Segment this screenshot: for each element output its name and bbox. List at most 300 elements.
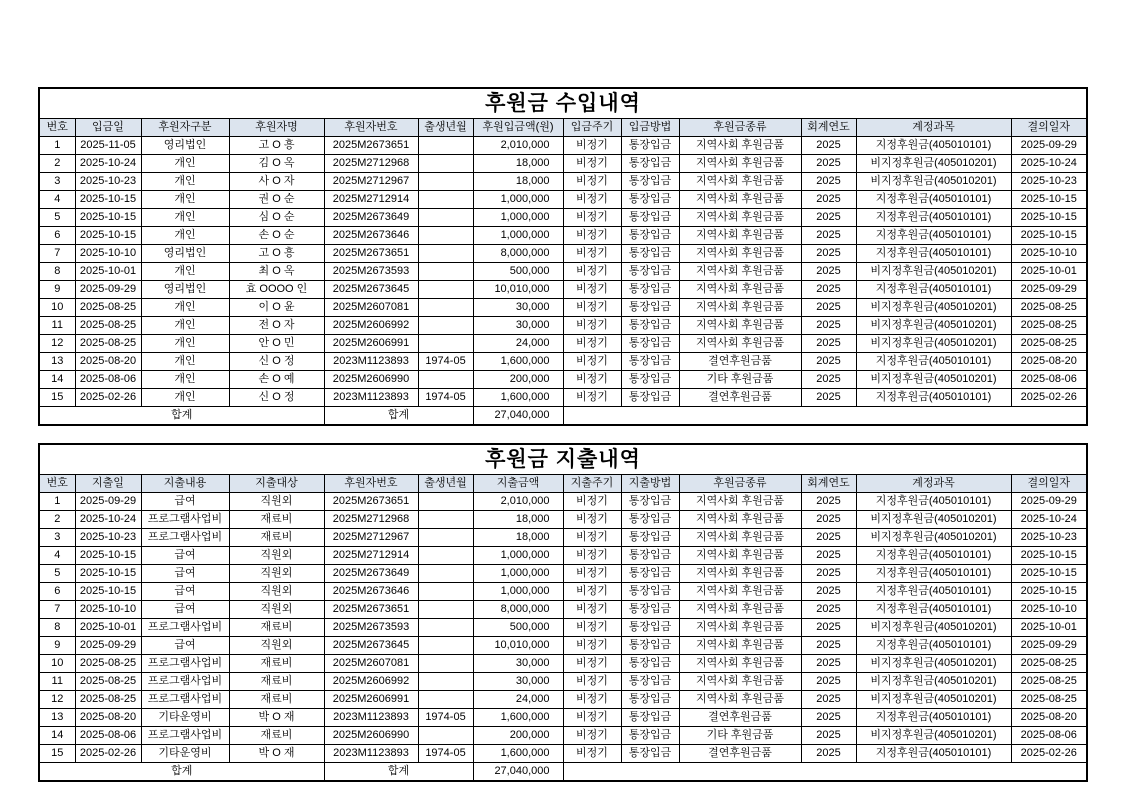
- expense_table-cell-r15-c9: 결연후원금품: [679, 745, 801, 763]
- expense_table-cell-r5-c4: 2025M2673649: [324, 565, 418, 583]
- income_table-cell-r15-c9: 결연후원금품: [679, 389, 801, 407]
- income_table-cell-r12-c10: 2025: [801, 335, 856, 353]
- expense_table-cell-r5-c11: 지정후원금(405010101): [856, 565, 1011, 583]
- income_table-cell-r3-c5: [418, 173, 473, 191]
- expense_table-cell-r6-c2: 급여: [141, 583, 229, 601]
- income_table-cell-r3-c2: 개인: [141, 173, 229, 191]
- income_table-cell-r15-c4: 2023M1123893: [324, 389, 418, 407]
- expense_table-cell-r5-c0: 5: [39, 565, 75, 583]
- expense_table-cell-r6-c10: 2025: [801, 583, 856, 601]
- income_table-cell-r9-c3: 효 OOOO 인: [229, 281, 324, 299]
- income_table-cell-r1-c0: 1: [39, 137, 75, 155]
- expense_table-row-15: [39, 745, 1087, 763]
- expense_table-cell-r5-c12: 2025-10-15: [1011, 565, 1087, 583]
- expense_table-cell-r2-c9: 지역사회 후원금품: [679, 511, 801, 529]
- expense_table-cell-r5-c3: 직원외: [229, 565, 324, 583]
- income_table-cell-r12-c6: 24,000: [473, 335, 563, 353]
- income_table-total-amount: 27,040,000: [473, 407, 563, 426]
- expense_table-cell-r5-c6: 1,000,000: [473, 565, 563, 583]
- income_table-cell-r10-c6: 30,000: [473, 299, 563, 317]
- expense_table-header-2: 지출내용: [141, 475, 229, 493]
- expense_table-cell-r11-c1: 2025-08-25: [75, 673, 141, 691]
- income_table-cell-r10-c3: 이 O 윤: [229, 299, 324, 317]
- income_table-cell-r6-c10: 2025: [801, 227, 856, 245]
- expense_table-cell-r11-c8: 통장입금: [621, 673, 679, 691]
- expense_table-header-4: 후원자번호: [324, 475, 418, 493]
- income_table-header-2: 후원자구분: [141, 119, 229, 137]
- expense_table-cell-r13-c9: 결연후원금품: [679, 709, 801, 727]
- expense_table-cell-r6-c12: 2025-10-15: [1011, 583, 1087, 601]
- expense_table-cell-r11-c12: 2025-08-25: [1011, 673, 1087, 691]
- expense_table-cell-r12-c2: 프로그램사업비: [141, 691, 229, 709]
- expense_table-cell-r6-c0: 6: [39, 583, 75, 601]
- expense_table-cell-r7-c2: 급여: [141, 601, 229, 619]
- expense_table-cell-r1-c11: 지정후원금(405010101): [856, 493, 1011, 511]
- income_table-header-3: 후원자명: [229, 119, 324, 137]
- income_table-cell-r7-c7: 비정기: [563, 245, 621, 263]
- income_table-cell-r12-c5: [418, 335, 473, 353]
- expense_table-cell-r2-c8: 통장입금: [621, 511, 679, 529]
- income_table-header-6: 후원입금액(원): [473, 119, 563, 137]
- income_table-header-row: [39, 119, 1087, 137]
- expense_table-cell-r11-c7: 비정기: [563, 673, 621, 691]
- income_table-cell-r2-c7: 비정기: [563, 155, 621, 173]
- expense_table-cell-r10-c1: 2025-08-25: [75, 655, 141, 673]
- income_table-cell-r8-c8: 통장입금: [621, 263, 679, 281]
- expense_table-cell-r6-c9: 지역사회 후원금품: [679, 583, 801, 601]
- expense_table-cell-r7-c7: 비정기: [563, 601, 621, 619]
- income_table-cell-r5-c10: 2025: [801, 209, 856, 227]
- income_table-cell-r2-c4: 2025M2712968: [324, 155, 418, 173]
- income_table-cell-r5-c6: 1,000,000: [473, 209, 563, 227]
- expense_table-cell-r3-c8: 통장입금: [621, 529, 679, 547]
- income_table-cell-r5-c1: 2025-10-15: [75, 209, 141, 227]
- income_table-cell-r3-c3: 사 O 자: [229, 173, 324, 191]
- expense_table-cell-r12-c0: 12: [39, 691, 75, 709]
- income_table-cell-r7-c12: 2025-10-10: [1011, 245, 1087, 263]
- income_table-cell-r9-c10: 2025: [801, 281, 856, 299]
- income_table-header-0: 번호: [39, 119, 75, 137]
- income_table-cell-r12-c3: 안 O 민: [229, 335, 324, 353]
- expense_table-cell-r13-c1: 2025-08-20: [75, 709, 141, 727]
- income_table-cell-r2-c5: [418, 155, 473, 173]
- expense_table-row-12: [39, 691, 1087, 709]
- expense_table-row-11: [39, 673, 1087, 691]
- income_table-cell-r6-c2: 개인: [141, 227, 229, 245]
- income_table-header-1: 입금일: [75, 119, 141, 137]
- income_table-cell-r4-c2: 개인: [141, 191, 229, 209]
- income_table-cell-r15-c10: 2025: [801, 389, 856, 407]
- income_table-cell-r11-c9: 지역사회 후원금품: [679, 317, 801, 335]
- income_table-cell-r1-c12: 2025-09-29: [1011, 137, 1087, 155]
- expense_table-row-3: [39, 529, 1087, 547]
- expense_table-cell-r6-c3: 직원외: [229, 583, 324, 601]
- expense_table-cell-r2-c4: 2025M2712968: [324, 511, 418, 529]
- income_table-cell-r6-c4: 2025M2673646: [324, 227, 418, 245]
- expense_table-cell-r1-c12: 2025-09-29: [1011, 493, 1087, 511]
- expense_table-cell-r4-c6: 1,000,000: [473, 547, 563, 565]
- income_table-cell-r11-c8: 통장입금: [621, 317, 679, 335]
- income_table-cell-r10-c10: 2025: [801, 299, 856, 317]
- expense_table-cell-r13-c3: 박 O 재: [229, 709, 324, 727]
- expense_table-cell-r15-c8: 통장입금: [621, 745, 679, 763]
- expense_table-cell-r5-c5: [418, 565, 473, 583]
- expense_table-cell-r5-c7: 비정기: [563, 565, 621, 583]
- expense_table-cell-r8-c11: 비지정후원금(405010201): [856, 619, 1011, 637]
- income_table-cell-r10-c2: 개인: [141, 299, 229, 317]
- income_table-cell-r6-c8: 통장입금: [621, 227, 679, 245]
- expense_table-cell-r14-c7: 비정기: [563, 727, 621, 745]
- income_table-cell-r13-c12: 2025-08-20: [1011, 353, 1087, 371]
- expense_table-cell-r12-c1: 2025-08-25: [75, 691, 141, 709]
- expense-table-title: 후원금 지출내역: [39, 444, 1087, 475]
- income_table-cell-r1-c2: 영리법인: [141, 137, 229, 155]
- expense_table-cell-r14-c1: 2025-08-06: [75, 727, 141, 745]
- income_table-cell-r13-c9: 결연후원금품: [679, 353, 801, 371]
- expense_table-cell-r8-c4: 2025M2673593: [324, 619, 418, 637]
- income_table-cell-r5-c8: 통장입금: [621, 209, 679, 227]
- expense_table-cell-r3-c1: 2025-10-23: [75, 529, 141, 547]
- income_table-cell-r4-c1: 2025-10-15: [75, 191, 141, 209]
- expense_table-header-12: 결의일자: [1011, 475, 1087, 493]
- income_table-row-14: [39, 371, 1087, 389]
- expense_table-cell-r9-c9: 지역사회 후원금품: [679, 637, 801, 655]
- income_table-cell-r15-c12: 2025-02-26: [1011, 389, 1087, 407]
- expense_table-cell-r13-c2: 기타운영비: [141, 709, 229, 727]
- expense_table-cell-r4-c9: 지역사회 후원금품: [679, 547, 801, 565]
- income_table-cell-r3-c1: 2025-10-23: [75, 173, 141, 191]
- expense_table-cell-r3-c0: 3: [39, 529, 75, 547]
- income_table-cell-r4-c6: 1,000,000: [473, 191, 563, 209]
- expense_table-cell-r5-c1: 2025-10-15: [75, 565, 141, 583]
- expense_table-total-row: [39, 763, 1087, 782]
- income_table-cell-r2-c12: 2025-10-24: [1011, 155, 1087, 173]
- income_table-cell-r1-c7: 비정기: [563, 137, 621, 155]
- expense_table-cell-r15-c2: 기타운영비: [141, 745, 229, 763]
- income_table-cell-r5-c3: 심 O 순: [229, 209, 324, 227]
- income_table-cell-r14-c10: 2025: [801, 371, 856, 389]
- expense_table-total-label-2: 합계: [324, 763, 473, 782]
- expense_table-cell-r1-c5: [418, 493, 473, 511]
- income_table-cell-r4-c9: 지역사회 후원금품: [679, 191, 801, 209]
- expense_table-cell-r10-c5: [418, 655, 473, 673]
- expense_table-cell-r7-c10: 2025: [801, 601, 856, 619]
- income_table-cell-r11-c10: 2025: [801, 317, 856, 335]
- expense_table-row-5: [39, 565, 1087, 583]
- income_table-cell-r11-c11: 비지정후원금(405010201): [856, 317, 1011, 335]
- expense_table-cell-r9-c1: 2025-09-29: [75, 637, 141, 655]
- income-table-title: 후원금 수입내역: [39, 88, 1087, 119]
- expense_table-cell-r8-c5: [418, 619, 473, 637]
- expense_table-cell-r13-c8: 통장입금: [621, 709, 679, 727]
- income_table-cell-r14-c7: 비정기: [563, 371, 621, 389]
- income_table-total-row: [39, 407, 1087, 426]
- income_table-row-2: [39, 155, 1087, 173]
- income_table-header-5: 출생년월: [418, 119, 473, 137]
- income_table-cell-r6-c12: 2025-10-15: [1011, 227, 1087, 245]
- expense_table-row-7: [39, 601, 1087, 619]
- expense_table-cell-r11-c11: 비지정후원금(405010201): [856, 673, 1011, 691]
- income_table-cell-r14-c6: 200,000: [473, 371, 563, 389]
- income_table-cell-r4-c0: 4: [39, 191, 75, 209]
- income_table-total-label-1: 합계: [39, 407, 324, 426]
- income_table-cell-r14-c11: 비지정후원금(405010201): [856, 371, 1011, 389]
- income_table-cell-r7-c5: [418, 245, 473, 263]
- income_table-cell-r8-c11: 비지정후원금(405010201): [856, 263, 1011, 281]
- income_table-cell-r3-c11: 비지정후원금(405010201): [856, 173, 1011, 191]
- income_table-cell-r7-c2: 영리법인: [141, 245, 229, 263]
- expense_table-cell-r14-c2: 프로그램사업비: [141, 727, 229, 745]
- expense_table-cell-r12-c3: 재료비: [229, 691, 324, 709]
- expense_table-cell-r1-c4: 2025M2673651: [324, 493, 418, 511]
- income_table-row-6: [39, 227, 1087, 245]
- expense_table-cell-r6-c4: 2025M2673646: [324, 583, 418, 601]
- income_table-cell-r4-c4: 2025M2712914: [324, 191, 418, 209]
- expense_table-row-2: [39, 511, 1087, 529]
- income_table-cell-r15-c3: 신 O 정: [229, 389, 324, 407]
- expense_table-cell-r10-c0: 10: [39, 655, 75, 673]
- income_table-cell-r1-c9: 지역사회 후원금품: [679, 137, 801, 155]
- income_table-total-blank: [563, 407, 1087, 426]
- expense_table-cell-r9-c3: 직원외: [229, 637, 324, 655]
- income_table-cell-r13-c4: 2023M1123893: [324, 353, 418, 371]
- income_table-cell-r2-c6: 18,000: [473, 155, 563, 173]
- income_table-cell-r1-c11: 지정후원금(405010101): [856, 137, 1011, 155]
- income_table-row-5: [39, 209, 1087, 227]
- expense_table-cell-r8-c3: 재료비: [229, 619, 324, 637]
- expense_table-cell-r7-c5: [418, 601, 473, 619]
- income_table-cell-r5-c2: 개인: [141, 209, 229, 227]
- expense_table-cell-r13-c7: 비정기: [563, 709, 621, 727]
- income_table-row-7: [39, 245, 1087, 263]
- income_table-cell-r14-c12: 2025-08-06: [1011, 371, 1087, 389]
- income_table-cell-r1-c1: 2025-11-05: [75, 137, 141, 155]
- expense_table-header-0: 번호: [39, 475, 75, 493]
- income_table-cell-r6-c3: 손 O 순: [229, 227, 324, 245]
- income_table-cell-r8-c9: 지역사회 후원금품: [679, 263, 801, 281]
- income_table-cell-r14-c2: 개인: [141, 371, 229, 389]
- income_table-cell-r10-c0: 10: [39, 299, 75, 317]
- expense_table-cell-r1-c6: 2,010,000: [473, 493, 563, 511]
- income_table-row-1: [39, 137, 1087, 155]
- income_table-cell-r13-c1: 2025-08-20: [75, 353, 141, 371]
- income_table-cell-r12-c11: 비지정후원금(405010201): [856, 335, 1011, 353]
- expense_table-cell-r1-c2: 급여: [141, 493, 229, 511]
- expense_table-cell-r9-c2: 급여: [141, 637, 229, 655]
- income_table-cell-r3-c10: 2025: [801, 173, 856, 191]
- expense_table-header-10: 회계연도: [801, 475, 856, 493]
- income_table-cell-r3-c7: 비정기: [563, 173, 621, 191]
- income_table-row-11: [39, 317, 1087, 335]
- income_table-cell-r9-c12: 2025-09-29: [1011, 281, 1087, 299]
- income_table-cell-r5-c12: 2025-10-15: [1011, 209, 1087, 227]
- expense_table-cell-r2-c3: 재료비: [229, 511, 324, 529]
- income_table-cell-r5-c4: 2025M2673649: [324, 209, 418, 227]
- income_table-cell-r12-c0: 12: [39, 335, 75, 353]
- income_table-cell-r7-c3: 고 O 흥: [229, 245, 324, 263]
- expense_table-cell-r12-c8: 통장입금: [621, 691, 679, 709]
- expense_table-cell-r11-c3: 재료비: [229, 673, 324, 691]
- income_table-cell-r5-c11: 지정후원금(405010101): [856, 209, 1011, 227]
- expense_table-cell-r8-c10: 2025: [801, 619, 856, 637]
- expense_table-cell-r14-c10: 2025: [801, 727, 856, 745]
- expense_table-cell-r6-c6: 1,000,000: [473, 583, 563, 601]
- expense_table-cell-r5-c2: 급여: [141, 565, 229, 583]
- income_table-cell-r6-c9: 지역사회 후원금품: [679, 227, 801, 245]
- income_table-cell-r2-c11: 비지정후원금(405010201): [856, 155, 1011, 173]
- income_table-row-13: [39, 353, 1087, 371]
- income_table-cell-r5-c5: [418, 209, 473, 227]
- income_table-cell-r2-c9: 지역사회 후원금품: [679, 155, 801, 173]
- income_table-cell-r3-c12: 2025-10-23: [1011, 173, 1087, 191]
- expense_table-cell-r3-c5: [418, 529, 473, 547]
- income_table-cell-r8-c0: 8: [39, 263, 75, 281]
- expense_table-cell-r2-c7: 비정기: [563, 511, 621, 529]
- expense_table-cell-r6-c7: 비정기: [563, 583, 621, 601]
- expense_table-cell-r14-c6: 200,000: [473, 727, 563, 745]
- income_table-cell-r14-c5: [418, 371, 473, 389]
- expense_table-row-6: [39, 583, 1087, 601]
- income_table-cell-r15-c7: 비정기: [563, 389, 621, 407]
- expense_table-cell-r1-c3: 직원외: [229, 493, 324, 511]
- income_table-cell-r1-c4: 2025M2673651: [324, 137, 418, 155]
- income_table-cell-r6-c6: 1,000,000: [473, 227, 563, 245]
- income_table-cell-r14-c3: 손 O 예: [229, 371, 324, 389]
- expense_table-cell-r7-c3: 직원외: [229, 601, 324, 619]
- income_table-cell-r11-c1: 2025-08-25: [75, 317, 141, 335]
- expense_table-cell-r14-c8: 통장입금: [621, 727, 679, 745]
- expense_table-cell-r6-c5: [418, 583, 473, 601]
- expense_table-cell-r10-c6: 30,000: [473, 655, 563, 673]
- income_table-cell-r15-c8: 통장입금: [621, 389, 679, 407]
- expense_table-cell-r13-c10: 2025: [801, 709, 856, 727]
- income_table-cell-r2-c2: 개인: [141, 155, 229, 173]
- income_table-cell-r1-c8: 통장입금: [621, 137, 679, 155]
- expense_table-header-row: [39, 475, 1087, 493]
- expense_table-cell-r12-c11: 비지정후원금(405010201): [856, 691, 1011, 709]
- expense_table-cell-r13-c6: 1,600,000: [473, 709, 563, 727]
- income_table-cell-r6-c5: [418, 227, 473, 245]
- expense_table-cell-r7-c6: 8,000,000: [473, 601, 563, 619]
- expense_table-cell-r7-c8: 통장입금: [621, 601, 679, 619]
- expense_table-cell-r12-c10: 2025: [801, 691, 856, 709]
- income_table-cell-r10-c1: 2025-08-25: [75, 299, 141, 317]
- income_table-cell-r12-c7: 비정기: [563, 335, 621, 353]
- expense_table-cell-r4-c12: 2025-10-15: [1011, 547, 1087, 565]
- expense_table-total-blank: [563, 763, 1087, 782]
- income_table-cell-r12-c8: 통장입금: [621, 335, 679, 353]
- income_table-cell-r4-c8: 통장입금: [621, 191, 679, 209]
- income_table-cell-r11-c2: 개인: [141, 317, 229, 335]
- income_table-total-label-2: 합계: [324, 407, 473, 426]
- income_table-cell-r13-c3: 신 O 정: [229, 353, 324, 371]
- expense_table-cell-r2-c2: 프로그램사업비: [141, 511, 229, 529]
- income_table-row-12: [39, 335, 1087, 353]
- expense_table-header-7: 지출주기: [563, 475, 621, 493]
- income_table-cell-r4-c5: [418, 191, 473, 209]
- income_table-cell-r6-c11: 지정후원금(405010101): [856, 227, 1011, 245]
- expense_table-cell-r9-c0: 9: [39, 637, 75, 655]
- income_table-cell-r5-c0: 5: [39, 209, 75, 227]
- expense_table-cell-r13-c4: 2023M1123893: [324, 709, 418, 727]
- expense_table-row-14: [39, 727, 1087, 745]
- expense_table-cell-r10-c11: 비지정후원금(405010201): [856, 655, 1011, 673]
- expense_table-cell-r4-c11: 지정후원금(405010101): [856, 547, 1011, 565]
- income_table-cell-r13-c11: 지정후원금(405010101): [856, 353, 1011, 371]
- expense_table-cell-r12-c7: 비정기: [563, 691, 621, 709]
- expense_table-total-amount: 27,040,000: [473, 763, 563, 782]
- income_table-cell-r9-c2: 영리법인: [141, 281, 229, 299]
- income_table-cell-r8-c10: 2025: [801, 263, 856, 281]
- expense_table-cell-r10-c9: 지역사회 후원금품: [679, 655, 801, 673]
- expense_table-cell-r15-c3: 박 O 재: [229, 745, 324, 763]
- income_table-cell-r1-c3: 고 O 흥: [229, 137, 324, 155]
- income_table-cell-r3-c4: 2025M2712967: [324, 173, 418, 191]
- income_table-cell-r15-c0: 15: [39, 389, 75, 407]
- income_table-cell-r13-c2: 개인: [141, 353, 229, 371]
- expense_table-cell-r15-c7: 비정기: [563, 745, 621, 763]
- expense_table-cell-r3-c12: 2025-10-23: [1011, 529, 1087, 547]
- expense_table-total-label-1: 합계: [39, 763, 324, 782]
- expense_table-cell-r4-c2: 급여: [141, 547, 229, 565]
- expense_table-header-3: 지출대상: [229, 475, 324, 493]
- income_table-cell-r14-c1: 2025-08-06: [75, 371, 141, 389]
- expense_table-cell-r3-c6: 18,000: [473, 529, 563, 547]
- income_table-cell-r10-c8: 통장입금: [621, 299, 679, 317]
- expense_table-cell-r15-c1: 2025-02-26: [75, 745, 141, 763]
- expense_table-cell-r2-c1: 2025-10-24: [75, 511, 141, 529]
- income-table: [38, 87, 1088, 426]
- income_table-cell-r10-c7: 비정기: [563, 299, 621, 317]
- income_table-cell-r8-c3: 최 O 옥: [229, 263, 324, 281]
- expense_table-row-4: [39, 547, 1087, 565]
- income_table-header-7: 입금주기: [563, 119, 621, 137]
- income_table-cell-r3-c0: 3: [39, 173, 75, 191]
- income_table-cell-r10-c4: 2025M2607081: [324, 299, 418, 317]
- expense_table-cell-r4-c5: [418, 547, 473, 565]
- income_table-cell-r6-c0: 6: [39, 227, 75, 245]
- expense-table: [38, 443, 1088, 782]
- income_table-cell-r8-c2: 개인: [141, 263, 229, 281]
- income_table-header-4: 후원자번호: [324, 119, 418, 137]
- income_table-cell-r4-c11: 지정후원금(405010101): [856, 191, 1011, 209]
- income_table-header-8: 입금방법: [621, 119, 679, 137]
- income_table-header-12: 결의일자: [1011, 119, 1087, 137]
- expense_table-cell-r7-c9: 지역사회 후원금품: [679, 601, 801, 619]
- income_table-cell-r11-c5: [418, 317, 473, 335]
- expense_table-cell-r15-c4: 2023M1123893: [324, 745, 418, 763]
- income_table-cell-r2-c0: 2: [39, 155, 75, 173]
- expense_table-cell-r2-c6: 18,000: [473, 511, 563, 529]
- income_table-cell-r13-c6: 1,600,000: [473, 353, 563, 371]
- income_table-cell-r12-c2: 개인: [141, 335, 229, 353]
- expense_table-cell-r8-c2: 프로그램사업비: [141, 619, 229, 637]
- income_table-header-10: 회계연도: [801, 119, 856, 137]
- income_table-cell-r8-c1: 2025-10-01: [75, 263, 141, 281]
- expense_table-cell-r12-c12: 2025-08-25: [1011, 691, 1087, 709]
- expense_table-cell-r5-c8: 통장입금: [621, 565, 679, 583]
- income_table-cell-r9-c1: 2025-09-29: [75, 281, 141, 299]
- income_table-cell-r2-c1: 2025-10-24: [75, 155, 141, 173]
- income_table-cell-r14-c9: 기타 후원금품: [679, 371, 801, 389]
- income_table-cell-r8-c6: 500,000: [473, 263, 563, 281]
- income_table-row-10: [39, 299, 1087, 317]
- income_table-cell-r13-c10: 2025: [801, 353, 856, 371]
- income_table-cell-r2-c8: 통장입금: [621, 155, 679, 173]
- income_table-cell-r6-c1: 2025-10-15: [75, 227, 141, 245]
- expense_table-cell-r10-c4: 2025M2607081: [324, 655, 418, 673]
- expense-title-row: [39, 444, 1087, 475]
